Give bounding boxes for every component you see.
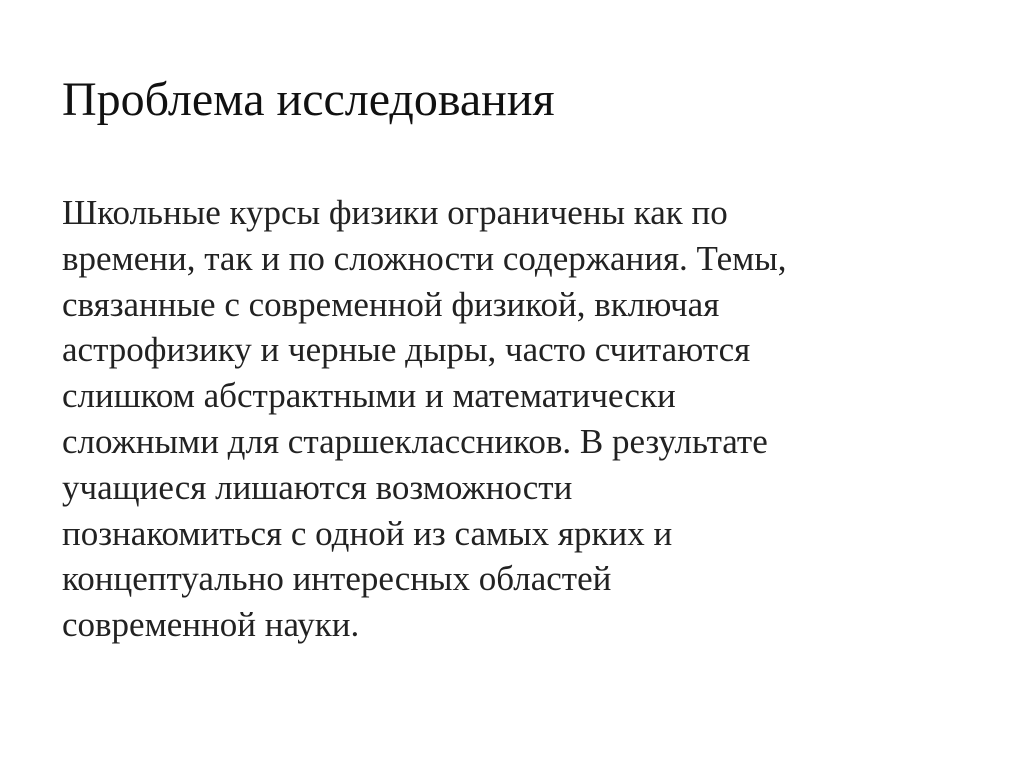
body-line: слишком абстрактными и математически [62, 376, 676, 416]
body-line: учащиеся лишаются возможности [62, 467, 573, 507]
body-line: современной науки. [62, 605, 360, 645]
body-line: времени, так и по сложности содержания. Темы, [62, 238, 787, 278]
body-line: связанные с современной физикой, включая [62, 284, 720, 324]
body-line: сложными для старшеклассников. В результате [62, 421, 768, 461]
body-line: познакомиться с одной из самых ярких и [62, 513, 673, 553]
body-line: концептуально интересных областей [62, 559, 612, 599]
body-line: астрофизику и черные дыры, часто считаются [62, 330, 751, 370]
slide-title: Проблема исследования [62, 73, 555, 126]
body-line: Школьные курсы физики ограничены как по [62, 193, 728, 232]
slide-body-text [62, 190, 787, 648]
